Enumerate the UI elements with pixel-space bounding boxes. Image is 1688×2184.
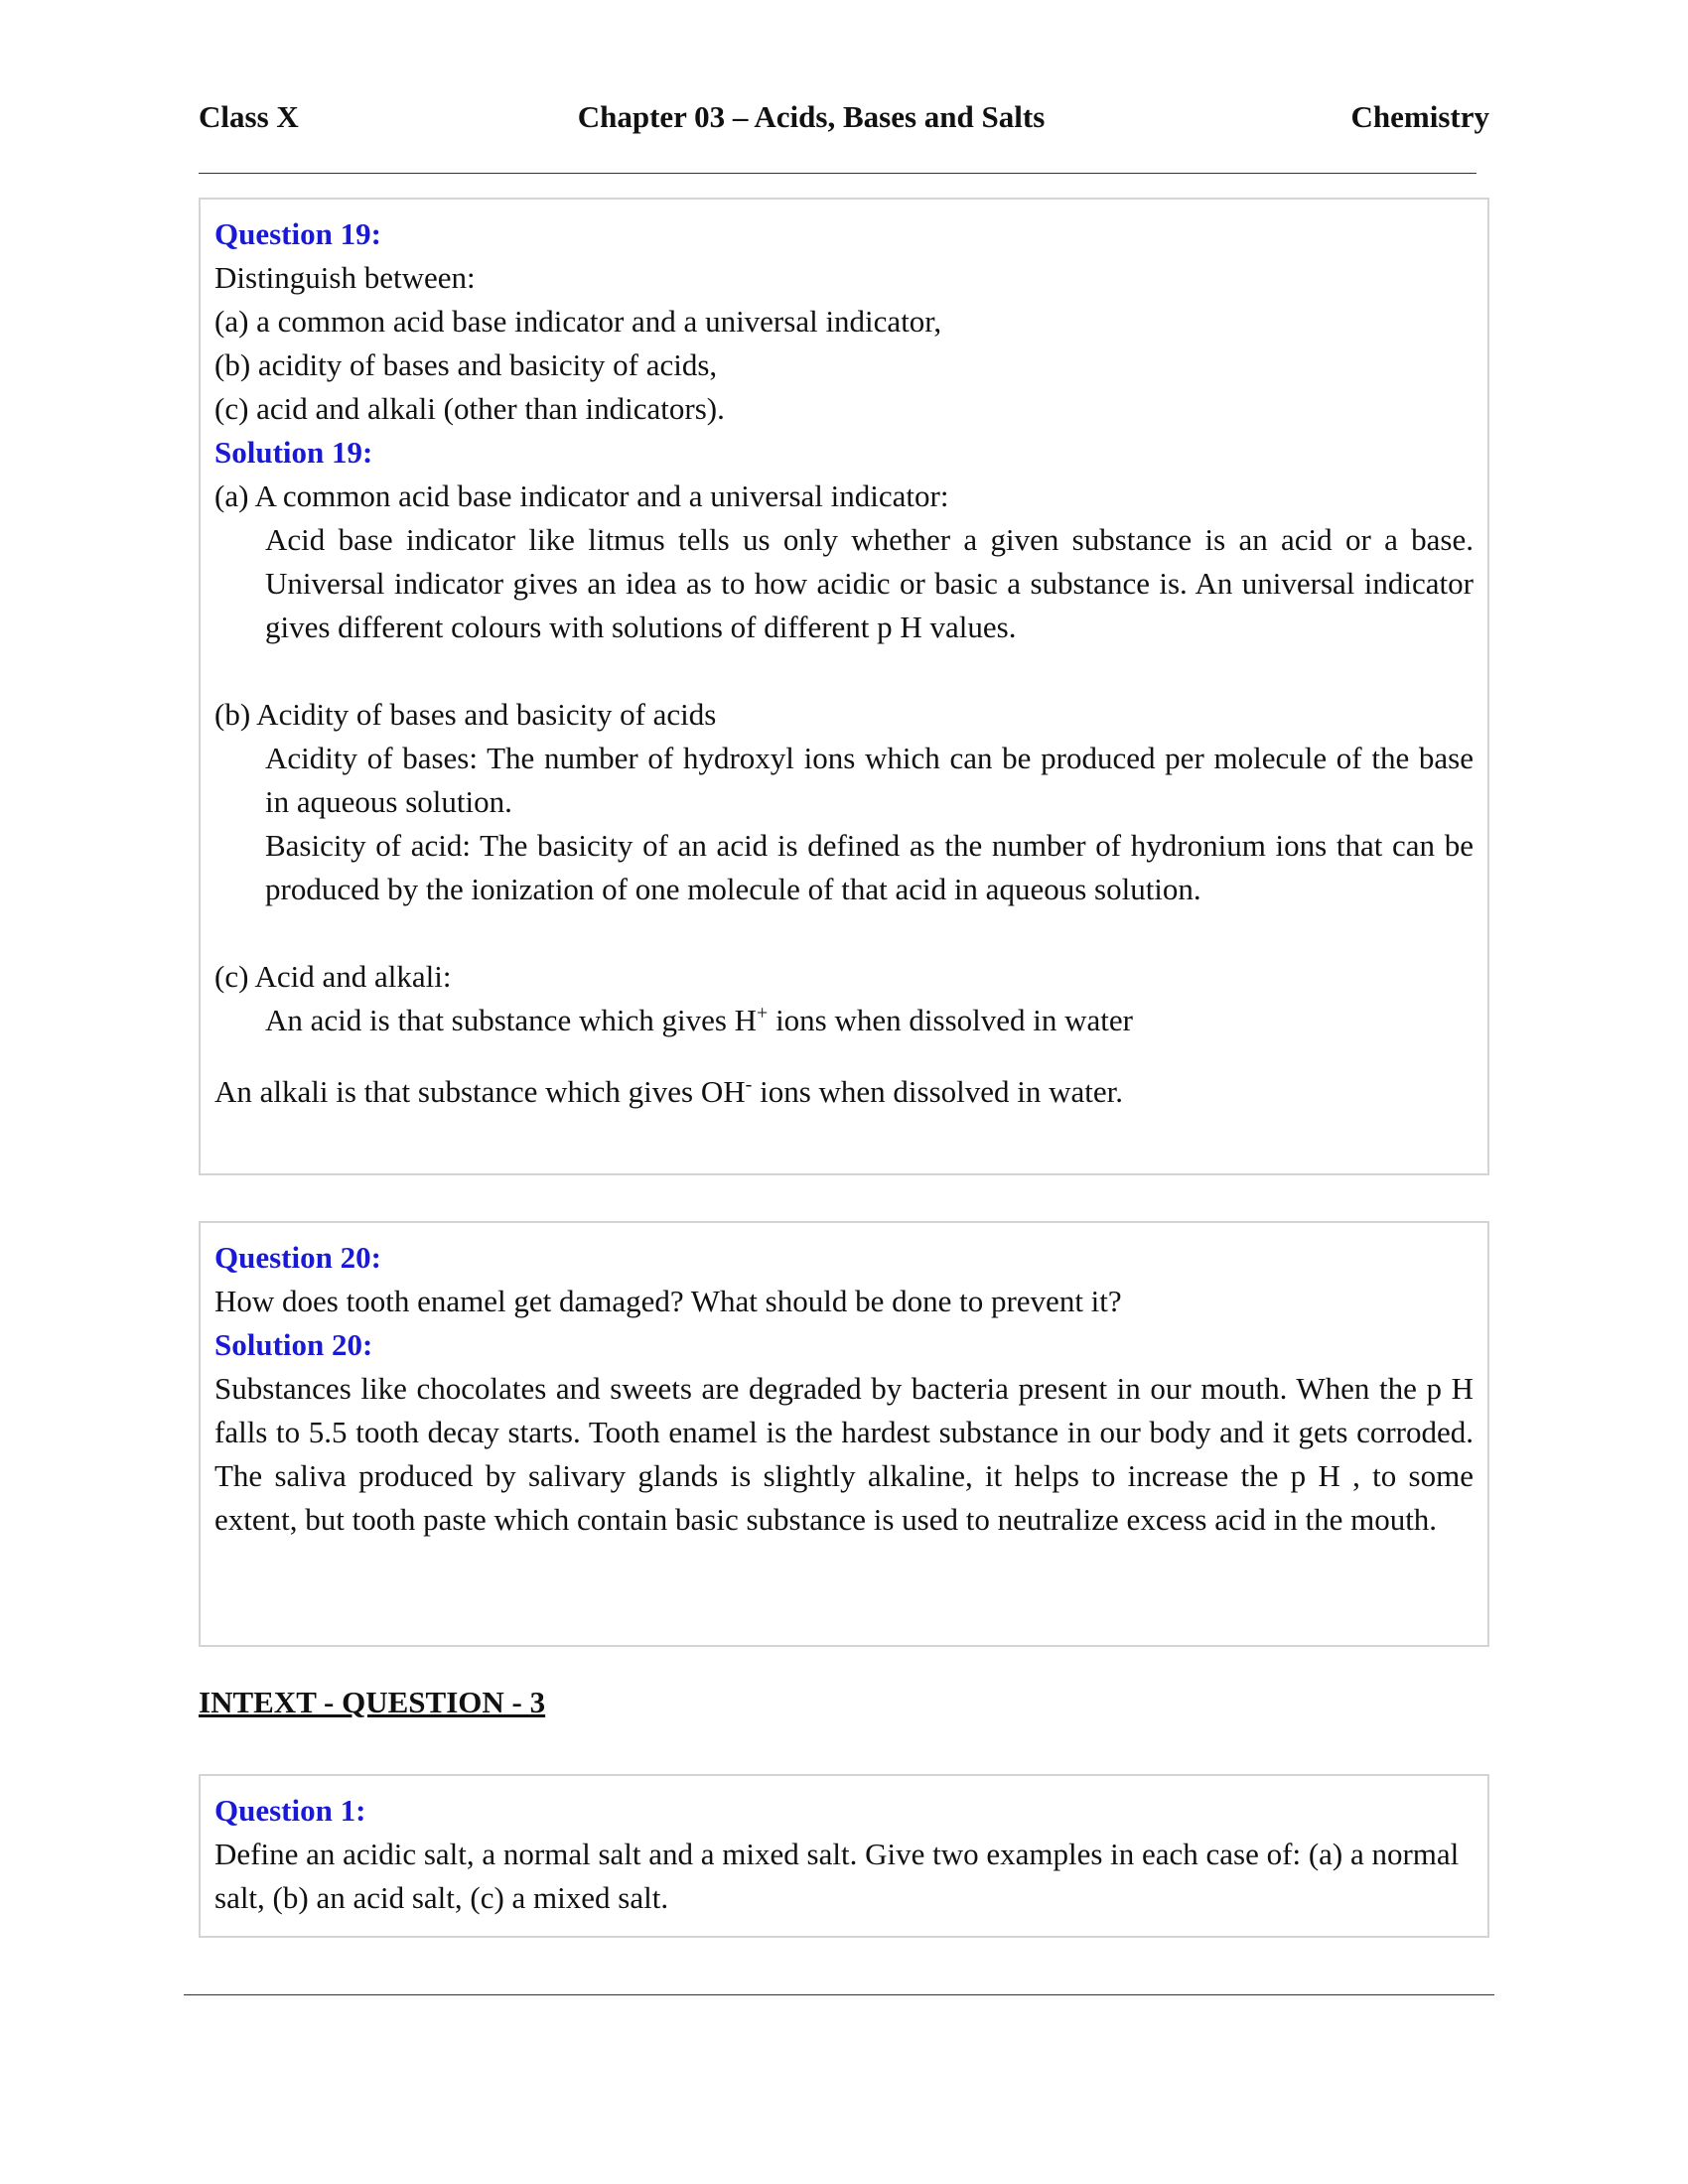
question-19-line: (c) acid and alkali (other than indicators).	[214, 391, 725, 426]
page-header	[199, 99, 1489, 143]
spacer	[214, 649, 1474, 693]
header-subject: Chemistry	[1350, 99, 1489, 134]
header-chapter: Chapter 03 – Acids, Bases and Salts	[577, 99, 1046, 134]
question-1-box	[199, 1774, 1489, 1938]
hydrogen-charge: +	[757, 1002, 769, 1024]
solution-19-c-alkali	[214, 1070, 1474, 1114]
question-1-label: Question 1:	[214, 1793, 366, 1828]
question-19-line: Distinguish between:	[214, 260, 476, 295]
question-19-label: Question 19:	[214, 216, 381, 251]
spacer	[214, 1042, 1474, 1070]
question-20-text: How does tooth enamel get damaged? What should be done to prevent it?	[214, 1284, 1122, 1318]
alkali-text: An alkali is that substance which gives OH	[214, 1074, 746, 1109]
solution-19-b-acidity: Acidity of bases: The number of hydroxyl ions which can be produced per molecule of the base in aqueous solution.	[265, 741, 1474, 819]
question-19-box	[199, 198, 1489, 1175]
solution-19-label: Solution 19:	[214, 435, 373, 470]
header-class: Class X	[199, 99, 299, 134]
question-20-label: Question 20:	[214, 1240, 381, 1275]
solution-19-b-basicity: Basicity of acid: The basicity of an acid is defined as the number of hydronium ions that can be produced by the ionization of one molecule of that acid in aqueous solution.	[265, 828, 1474, 906]
solution-19-b-heading: (b) Acidity of bases and basicity of acids	[214, 697, 717, 732]
question-1-text: Define an acidic salt, a normal salt and a mixed salt. Give two examples in each case of: (a) a normal salt, (b) an acid salt, (c) a mixed salt.	[214, 1837, 1460, 1915]
solution-19-c-acid	[214, 999, 1474, 1042]
header-rule	[199, 173, 1477, 174]
question-19-line: (a) a common acid base indicator and a universal indicator,	[214, 304, 942, 339]
solution-19-c-heading: (c) Acid and alkali:	[214, 959, 452, 994]
question-20-box	[199, 1221, 1489, 1647]
acid-text-end: ions when dissolved in water	[768, 1003, 1133, 1037]
solution-20-text: Substances like chocolates and sweets are degraded by bacteria present in our mouth. When the p H falls to 5.5 tooth decay starts. Tooth enamel is the hardest substance in our body and it gets corroded. The saliva produced by salivary glands is slightly alkaline, it helps to increase the p H , to some extent, but tooth paste which contain basic substance is used to neutralize excess acid in the mouth.	[214, 1371, 1474, 1537]
footer-rule	[184, 1994, 1494, 1995]
intext-heading: INTEXT - QUESTION - 3	[199, 1685, 546, 1719]
hydroxide-charge: -	[745, 1073, 753, 1096]
acid-text: An acid is that substance which gives H	[265, 1003, 758, 1037]
solution-20-label: Solution 20:	[214, 1327, 373, 1362]
alkali-text-end: ions when dissolved in water.	[752, 1074, 1124, 1109]
solution-19-a-heading: (a) A common acid base indicator and a universal indicator:	[214, 478, 949, 513]
question-19-line: (b) acidity of bases and basicity of acids,	[214, 347, 718, 382]
solution-19-a-body: Acid base indicator like litmus tells us only whether a given substance is an acid or a base. Universal indicator gives an idea as to how acidic or basic a substance is. An universal indicator gives different colours with solutions of different p H values.	[265, 522, 1474, 644]
spacer	[214, 911, 1474, 955]
